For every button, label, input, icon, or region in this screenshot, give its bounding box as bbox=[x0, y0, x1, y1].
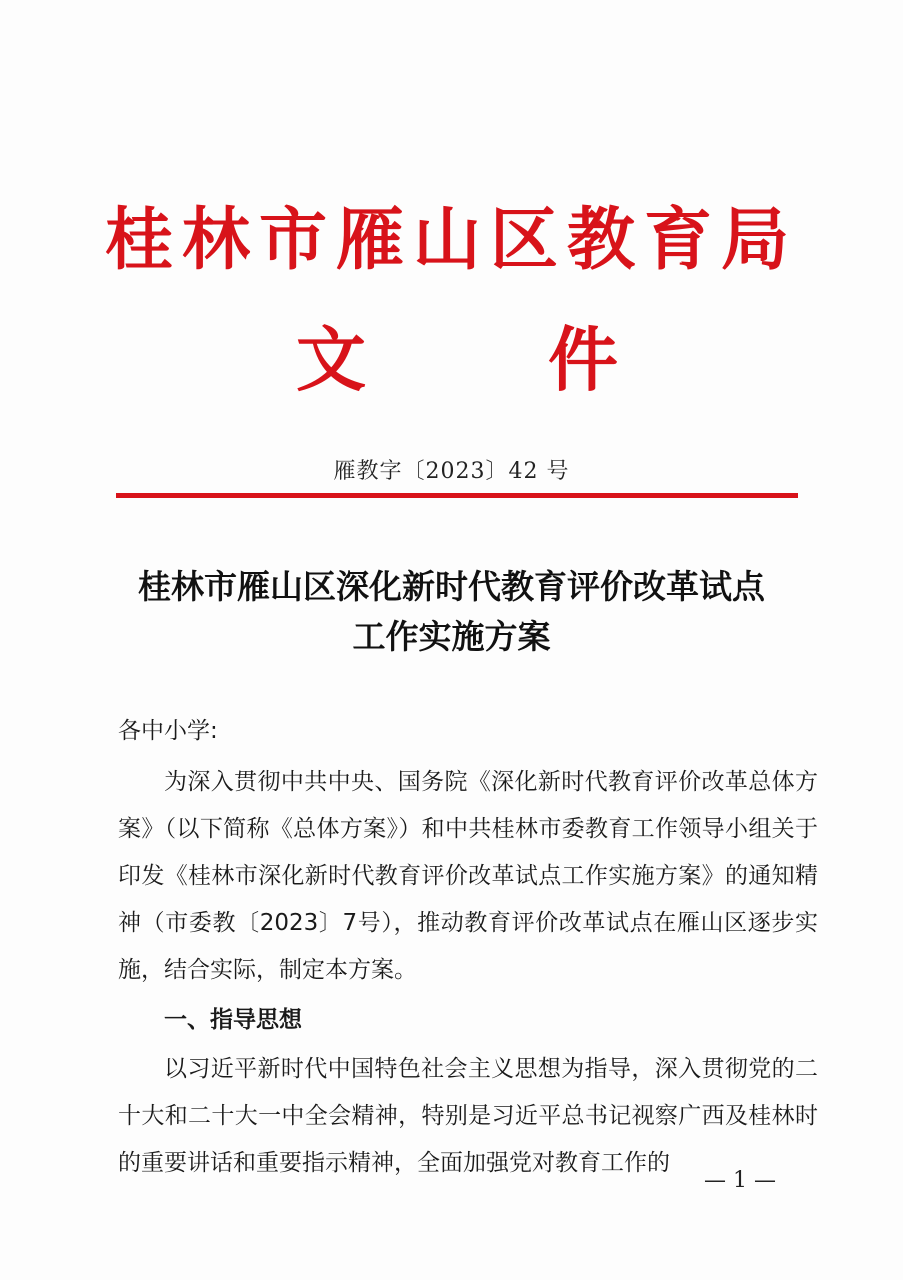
document-title-line-1: 桂林市雁山区深化新时代教育评价改革试点 bbox=[138, 567, 765, 606]
document-type-char-2: 件 bbox=[548, 318, 618, 401]
document-type-title bbox=[0, 320, 903, 400]
salutation: 各中小学: bbox=[118, 718, 218, 744]
document-type-char-1: 文 bbox=[296, 318, 366, 401]
body-paragraph-1: 为深入贯彻中共中央、国务院《深化新时代教育评价改革总体方案》（以下简称《总体方案》）和中共桂林市委教育工作领导小组关于印发《桂林市深化新时代教育评价改革试点工作实施方案》的通知精神（市委教〔2023〕7号），推动教育评价改革试点在雁山区逐步实施，结合实际，制定本方案。 bbox=[118, 769, 818, 983]
red-divider-line bbox=[116, 493, 798, 498]
section-heading-1: 一、指导思想 bbox=[164, 1007, 302, 1033]
body-paragraph-2: 以习近平新时代中国特色社会主义思想为指导，深入贯彻党的二十大和二十大一中全会精神，特别是习近平总书记视察广西及桂林时的重要讲话和重要指示精神，全面加强党对教育工作的 bbox=[118, 1056, 818, 1176]
document-body bbox=[118, 708, 818, 1187]
document-number: 雁教字〔2023〕42 号 bbox=[333, 459, 570, 484]
document-title-line-2: 工作实施方案 bbox=[352, 617, 551, 656]
issuing-authority-title: 桂林市雁山区教育局 bbox=[104, 200, 798, 280]
page-number: — 1 — bbox=[704, 1168, 776, 1193]
document-title bbox=[0, 562, 903, 662]
